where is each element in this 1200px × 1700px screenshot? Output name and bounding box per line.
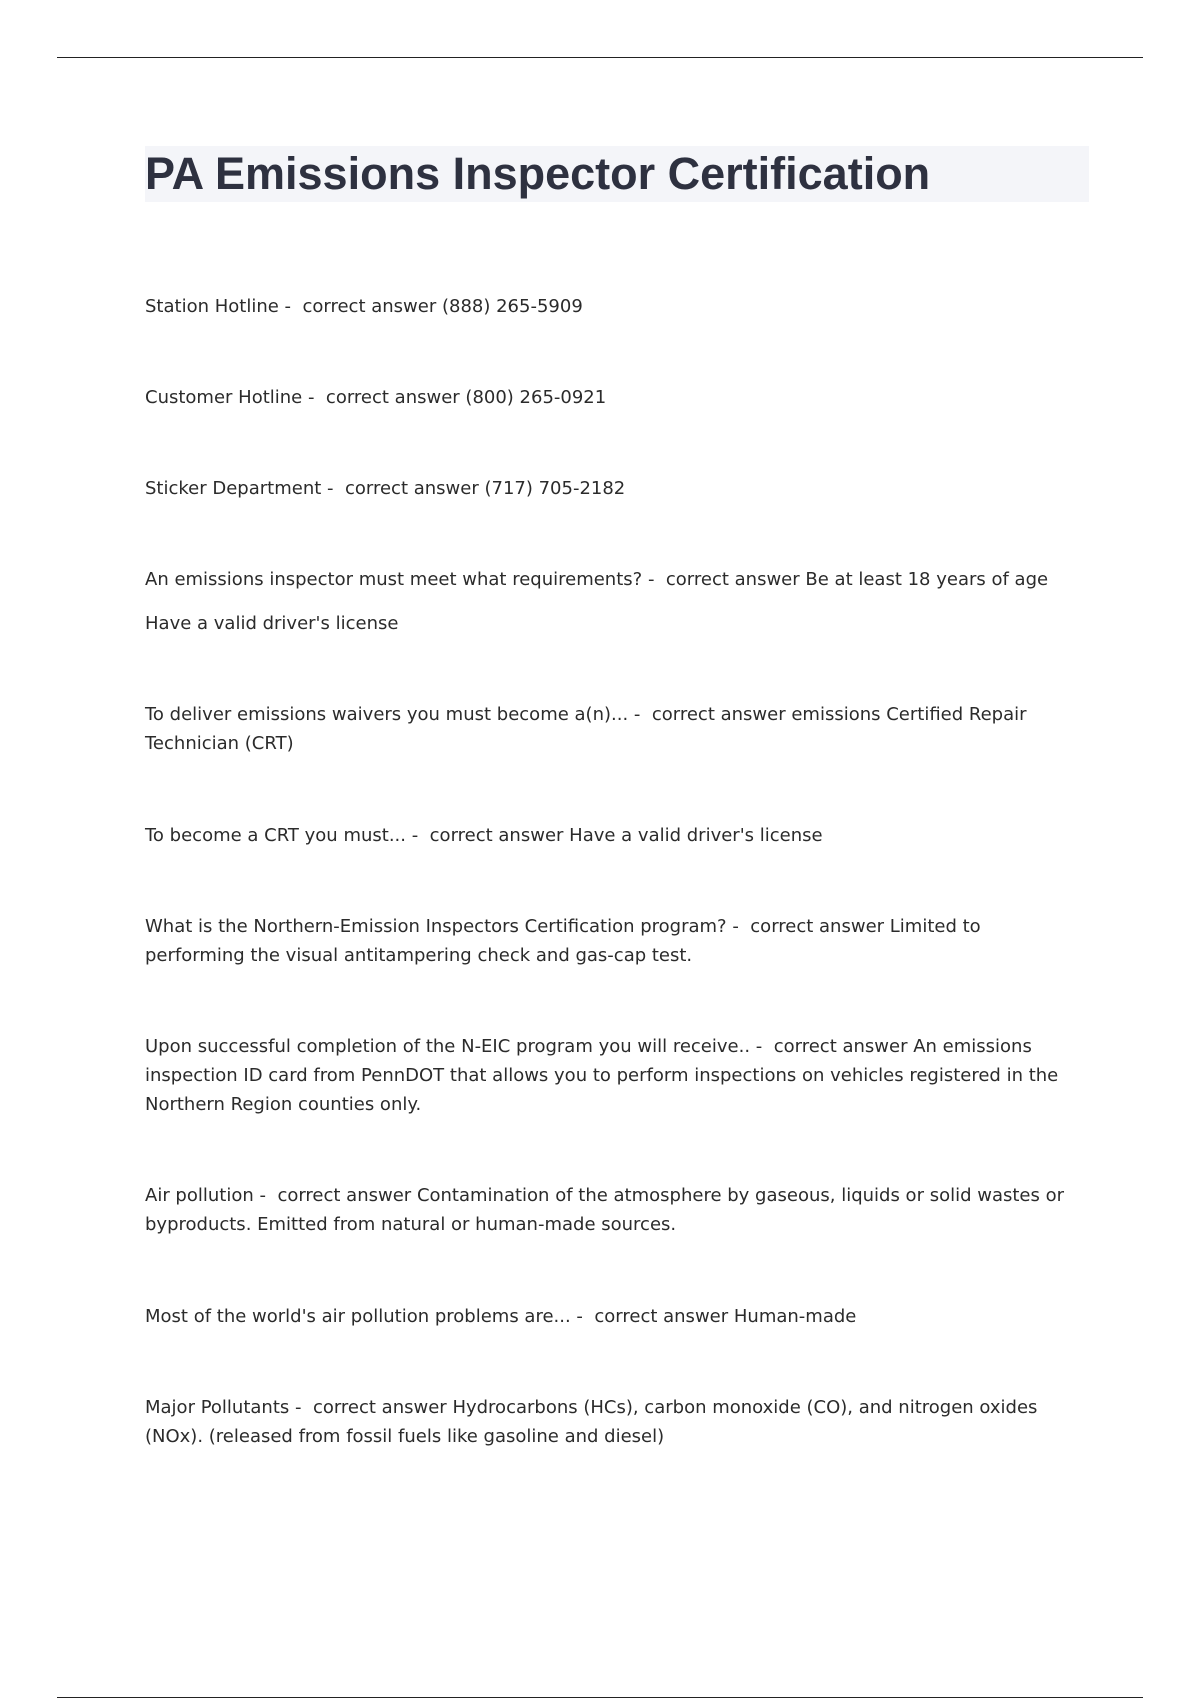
qa-item bbox=[145, 912, 1065, 970]
answer-marker: correct answer bbox=[312, 1397, 447, 1418]
answer-marker: correct answer bbox=[750, 916, 885, 937]
separator: - bbox=[750, 1036, 774, 1057]
answer-marker: correct answer bbox=[594, 1306, 729, 1327]
answer-marker: correct answer bbox=[429, 825, 564, 846]
answer-marker: correct answer bbox=[325, 387, 460, 408]
separator: - bbox=[321, 478, 345, 499]
qa-item bbox=[145, 1393, 1065, 1451]
qa-item bbox=[145, 474, 1065, 503]
answer-extra-line: Have a valid driver's license bbox=[145, 613, 399, 634]
question-text: Upon successful completion of the N-EIC program you will receive.. bbox=[145, 1036, 751, 1057]
separator: - bbox=[642, 569, 666, 590]
answer-marker: correct answer bbox=[344, 478, 479, 499]
answer-marker: correct answer bbox=[665, 569, 800, 590]
answer-text: emissions Certified Repair Technician (CRT) bbox=[145, 704, 1027, 754]
answer-text: Human-made bbox=[733, 1306, 857, 1327]
answer-text: (717) 705-2182 bbox=[484, 478, 626, 499]
separator: - bbox=[628, 704, 652, 725]
answer-text: Hydrocarbons (HCs), carbon monoxide (CO), and nitrogen oxides (NOx). (released from fossil fuels like gasoline and diesel) bbox=[145, 1397, 1038, 1447]
separator: - bbox=[302, 387, 326, 408]
answer-text: Be at least 18 years of age bbox=[805, 569, 1049, 590]
separator: - bbox=[570, 1306, 595, 1327]
top-divider bbox=[57, 57, 1143, 58]
answer-text: Contamination of the atmosphere by gaseous, liquids or solid wastes or byproducts. Emitted from natural or human-made sources. bbox=[145, 1185, 1065, 1235]
answer-text: Have a valid driver's license bbox=[569, 825, 823, 846]
question-text: Air pollution bbox=[145, 1185, 254, 1206]
qa-item bbox=[145, 1032, 1065, 1119]
answer-marker: correct answer bbox=[302, 296, 437, 317]
question-text: Most of the world's air pollution problems are... bbox=[145, 1306, 571, 1327]
qa-item bbox=[145, 383, 1065, 412]
answer-marker: correct answer bbox=[773, 1036, 908, 1057]
answer-marker: correct answer bbox=[277, 1185, 412, 1206]
qa-item bbox=[145, 292, 1065, 321]
question-text: To become a CRT you must... bbox=[145, 825, 406, 846]
separator: - bbox=[405, 825, 430, 846]
qa-item bbox=[145, 821, 1065, 850]
page-title: PA Emissions Inspector Certification bbox=[145, 148, 931, 199]
separator: - bbox=[726, 916, 751, 937]
qa-item bbox=[145, 1181, 1065, 1239]
answer-text: An emissions inspection ID card from PennDOT that allows you to perform inspections on vehicles registered in the Northern Region counties only. bbox=[145, 1036, 1059, 1115]
question-text: What is the Northern-Emission Inspectors Certification program? bbox=[145, 916, 727, 937]
separator: - bbox=[289, 1397, 313, 1418]
question-text: Major Pollutants bbox=[145, 1397, 290, 1418]
question-text: Sticker Department bbox=[145, 478, 322, 499]
qa-item bbox=[145, 700, 1065, 758]
separator: - bbox=[253, 1185, 278, 1206]
answer-text: Limited to performing the visual antitampering check and gas-cap test. bbox=[145, 916, 981, 966]
bottom-divider bbox=[57, 1697, 1143, 1698]
answer-text: (800) 265-0921 bbox=[465, 387, 607, 408]
answer-marker: correct answer bbox=[651, 704, 786, 725]
question-text: Station Hotline bbox=[145, 296, 279, 317]
question-text: An emissions inspector must meet what requirements? bbox=[145, 569, 643, 590]
separator: - bbox=[278, 296, 303, 317]
question-text: Customer Hotline bbox=[145, 387, 303, 408]
qa-item bbox=[145, 1302, 1065, 1331]
question-text: To deliver emissions waivers you must become a(n)... bbox=[145, 704, 629, 725]
qa-item bbox=[145, 565, 1065, 638]
answer-text: (888) 265-5909 bbox=[441, 296, 583, 317]
